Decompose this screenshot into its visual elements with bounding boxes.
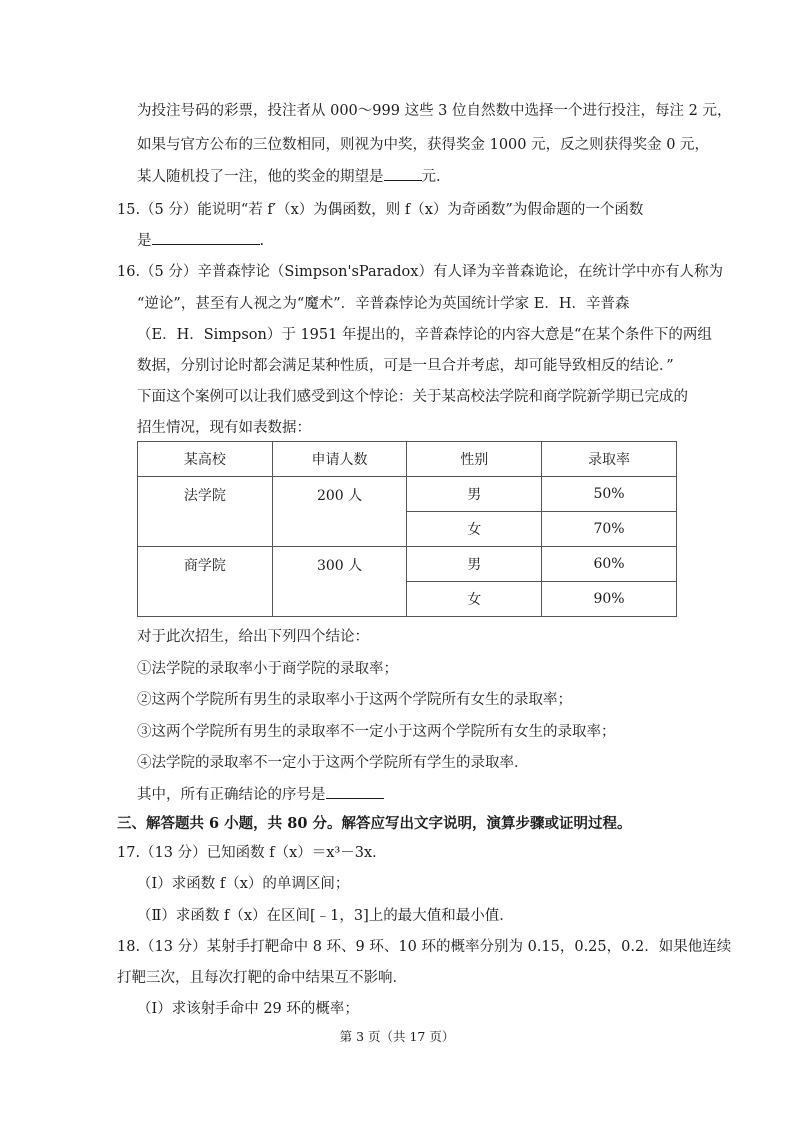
q16-line-3: （E．H．Simpson）于 1951 年提出的，辛普森悖论的内容大意是“在某个条件下的两组 — [137, 327, 712, 343]
rate-cell: 90% — [542, 582, 677, 617]
section-3-heading: 三、解答题共 6 小题，共 80 分。解答应写出文字说明，演算步骤或证明过程。 — [117, 815, 632, 832]
q15-line-2: 是 . — [137, 230, 264, 251]
q18-part-1: （Ⅰ）求该射手命中 29 环的概率； — [137, 1001, 359, 1017]
q17-line-1: 17.（13 分）已知函数 f（x）＝x³－3x． — [117, 845, 387, 861]
q16-line-2: “逆论”，甚至有人视之为“魔术”．辛普森悖论为英国统计学家 E．H．辛普森 — [137, 296, 630, 312]
conclusion-1: ①法学院的录取率小于商学院的录取率； — [137, 661, 398, 677]
q16-prompt: 对于此次招生，给出下列四个结论： — [137, 629, 369, 645]
q16-ask: 其中，所有正确结论的序号是 — [137, 784, 384, 805]
intro-line-2: 如果与官方公布的三位数相同，则视为中奖，获得奖金 1000 元，反之则获得奖金 0 元， — [137, 137, 710, 153]
table-header: 某高校 — [138, 442, 273, 477]
school-cell: 法学院 — [138, 477, 273, 547]
rate-cell: 50% — [542, 477, 677, 512]
school-cell: 商学院 — [138, 547, 273, 617]
q18-line-2: 打靶三次，且每次打靶的命中结果互不影响． — [117, 970, 407, 986]
table-header: 申请人数 — [272, 442, 407, 477]
table-header-row — [138, 442, 677, 477]
conclusion-2: ②这两个学院所有男生的录取率小于这两个学院所有女生的录取率； — [137, 692, 572, 708]
admissions-table — [137, 441, 677, 617]
page-footer: 第 3 页（共 17 页） — [339, 1029, 455, 1044]
table-header: 性别 — [407, 442, 542, 477]
rate-cell: 60% — [542, 547, 677, 582]
intro-line-3: 某人随机投了一注，他的奖金的期望是 元. — [137, 166, 441, 187]
table-row — [138, 547, 677, 582]
answer-blank — [152, 230, 260, 245]
q17-part-1: （Ⅰ）求函数 f（x）的单调区间； — [137, 876, 350, 892]
q17-part-2: （Ⅱ）求函数 f（x）在区间[﹣1，3]上的最大值和最小值． — [137, 908, 514, 924]
gender-cell: 男 — [407, 477, 542, 512]
q18-line-1: 18.（13 分）某射手打靶命中 8 环、9 环、10 环的概率分别为 0.15，0.25，0.2．如果他连续 — [117, 939, 732, 955]
conclusion-3: ③这两个学院所有男生的录取率不一定小于这两个学院所有女生的录取率； — [137, 724, 616, 740]
intro-line-1: 为投注号码的彩票，投注者从 000～999 这些 3 位自然数中选择一个进行投注，每注 2 元， — [137, 103, 732, 119]
q16-line-6: 招生情况，现有如表数据： — [137, 420, 311, 436]
answer-blank — [326, 784, 384, 799]
gender-cell: 男 — [407, 547, 542, 582]
table-row — [138, 477, 677, 512]
rate-cell: 70% — [542, 512, 677, 547]
q16-line-5: 下面这个案例可以让我们感受到这个悖论：关于某高校法学院和商学院新学期已完成的 — [137, 389, 688, 405]
table-header: 录取率 — [542, 442, 677, 477]
gender-cell: 女 — [407, 512, 542, 547]
q15-line-1: 15.（5 分）能说明“若 f′（x）为偶函数，则 f（x）为奇函数”为假命题的一个函数 — [117, 202, 644, 218]
q16-line-1: 16.（5 分）辛普森悖论（Simpson'sParadox）有人译为辛普森诡论，在统计学中亦有人称为 — [117, 264, 723, 280]
applicants-cell: 200 人 — [272, 477, 407, 547]
applicants-cell: 300 人 — [272, 547, 407, 617]
conclusion-4: ④法学院的录取率不一定小于这两个学院所有学生的录取率． — [137, 755, 529, 771]
gender-cell: 女 — [407, 582, 542, 617]
q16-line-4: 数据，分别讨论时都会满足某种性质，可是一旦合并考虑，却可能导致相反的结论．” — [137, 358, 674, 374]
answer-blank — [384, 166, 422, 181]
